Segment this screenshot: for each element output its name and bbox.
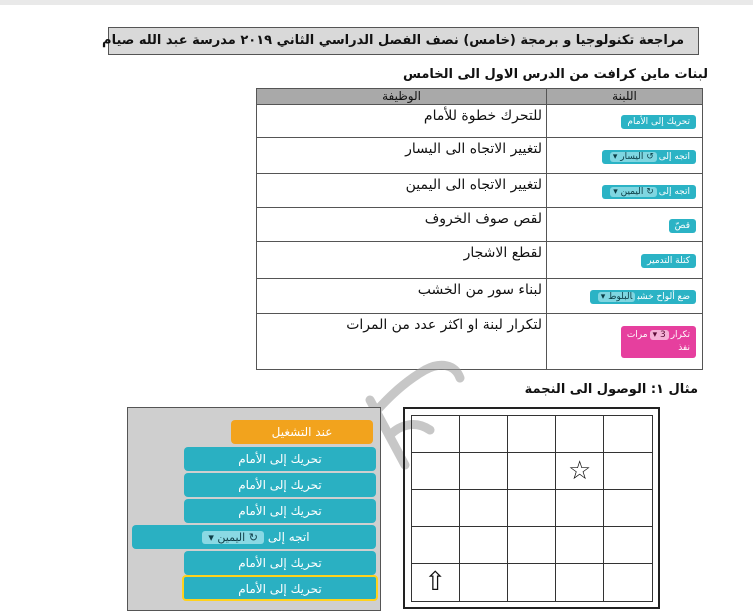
star-icon: ☆ [568, 455, 592, 486]
grid-cell [555, 489, 604, 527]
grid-cell [603, 489, 652, 527]
grid-cell [411, 489, 460, 527]
top-border [0, 0, 753, 5]
grid-cell [411, 563, 460, 601]
table-row [257, 314, 703, 370]
direction-dropdown: ↺ اليسار ▾ [610, 152, 657, 162]
grid-cell [603, 452, 652, 490]
game-grid [403, 407, 660, 609]
function-cell: لتغيير الاتجاه الى اليسار [257, 138, 547, 174]
grid-cell [603, 563, 652, 601]
blocks-table [256, 88, 703, 370]
grid-cell [411, 452, 460, 490]
direction-dropdown[interactable]: ↻ اليمين ▾ [202, 531, 264, 544]
grid-cell [507, 415, 556, 453]
grid-cell [459, 415, 508, 453]
move-forward-block[interactable]: تحريك إلى الأمام [184, 447, 376, 471]
grid-cell [555, 563, 604, 601]
grid-cell [555, 452, 604, 490]
column-header-function: الوظيفة [257, 89, 547, 105]
table-row [257, 208, 703, 242]
grid-cell [555, 415, 604, 453]
table-row [257, 242, 703, 279]
function-cell: لبناء سور من الخشب [257, 279, 547, 314]
function-cell: لقطع الاشجار [257, 242, 547, 279]
up-arrow-icon: ⇧ [424, 567, 446, 598]
grid-cell [459, 563, 508, 601]
function-cell: لقص صوف الخروف [257, 208, 547, 242]
direction-dropdown: ↻ اليمين ▾ [610, 187, 657, 197]
grid-cell [411, 415, 460, 453]
grid-cell [507, 563, 556, 601]
table-row [257, 138, 703, 174]
grid-cell [459, 526, 508, 564]
grid-cell [603, 415, 652, 453]
code-workspace [127, 407, 381, 611]
table-row [257, 105, 703, 138]
wood-dropdown: البلوط ▾ [598, 292, 636, 302]
grid-cell [507, 526, 556, 564]
move-forward-block[interactable]: تحريك إلى الأمام [184, 473, 376, 497]
move-forward-block[interactable]: تحريك إلى الأمام [184, 499, 376, 523]
turn-right-block: اتجه إلى↻ اليمين ▾ [602, 185, 696, 199]
count-dropdown: 3 ▾ [650, 330, 669, 340]
grid-cell [507, 489, 556, 527]
turn-left-block: اتجه إلى↺ اليسار ▾ [602, 150, 696, 164]
repeat-block: تكرار3 ▾مرات نفذ [621, 326, 696, 358]
move-forward-block-selected[interactable]: تحريك إلى الأمام [182, 575, 378, 601]
grid-cell [507, 452, 556, 490]
destroy-block: كتلة التدمير [641, 254, 696, 268]
grid-cell [411, 526, 460, 564]
place-planks-block: ضع ألواح خشبالبلوط ▾ [590, 290, 696, 304]
table-row [257, 279, 703, 314]
function-cell: للتحرك خطوة للأمام [257, 105, 547, 138]
grid-cell [603, 526, 652, 564]
shear-block: قصّ [669, 219, 696, 233]
example-title: مثال ١: الوصول الى النجمة [524, 382, 698, 397]
move-forward-block[interactable]: تحريك إلى الأمام [184, 551, 376, 575]
move-forward-block: تحريك إلى الأمام [621, 115, 696, 129]
grid-cell [459, 489, 508, 527]
function-cell: لتغيير الاتجاه الى اليمين [257, 174, 547, 208]
turn-right-block[interactable]: اتجه إلى↻ اليمين ▾ [132, 525, 376, 549]
function-cell: لتكرار لبنة او اكثر عدد من المرات [257, 314, 547, 370]
page-title: مراجعة تكنولوجيا و برمجة (خامس) نصف الفصل الدراسي الثاني ٢٠١٩ مدرسة عبد الله صيام [108, 27, 699, 55]
table-row [257, 174, 703, 208]
table-header-row [257, 89, 703, 105]
when-run-block[interactable]: عند التشغيل [231, 420, 373, 444]
grid-cell [555, 526, 604, 564]
grid-cell [459, 452, 508, 490]
section-subtitle: لبنات ماين كرافت من الدرس الاول الى الخامس [402, 67, 708, 82]
column-header-block: اللبنة [547, 89, 703, 105]
